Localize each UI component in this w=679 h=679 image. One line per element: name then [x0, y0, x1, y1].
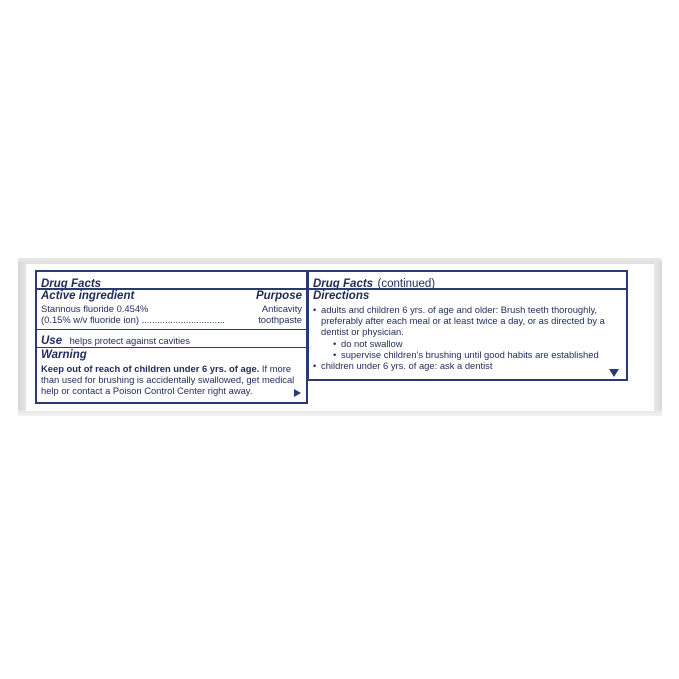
divider: [37, 329, 306, 330]
list-item: [313, 360, 620, 371]
warning-body-text: If more than used for brushing is accidentally swallowed, get medical help or contact a Poison Control Center right away.: [41, 363, 295, 397]
active-ingredient-heading: Active ingredient: [41, 290, 135, 302]
directions-children: children under 6 yrs. of age: ask a dentist: [321, 360, 493, 372]
active-ingredient-section: [41, 290, 302, 325]
ingredient-detail: (0.15% w/v fluoride ion) ................................: [41, 314, 225, 326]
drug-facts-continued-box: [307, 270, 628, 381]
list-item: [333, 349, 620, 360]
purpose-value: Anticavity: [261, 303, 302, 314]
warning-text: [41, 363, 302, 397]
directions-sublist: [321, 338, 620, 360]
warning-bold-text: Keep out of reach of children under 6 yrs. of age.: [41, 363, 260, 374]
purpose-detail: toothpaste: [258, 314, 302, 326]
directions-heading: Directions: [313, 290, 370, 302]
divider: [37, 347, 306, 348]
warning-section: [41, 349, 302, 397]
drug-facts-title: Drug Facts: [41, 278, 102, 290]
use-text: helps protect against cavities: [69, 335, 190, 346]
directions-do-not-swallow: do not swallow: [341, 337, 403, 349]
drug-facts-continued-title: Drug Facts: [313, 278, 374, 290]
directions-list: [313, 304, 620, 371]
list-item: [333, 338, 620, 349]
directions-section: [313, 290, 620, 371]
warning-heading: Warning: [41, 349, 87, 361]
continued-label: (continued): [377, 278, 436, 290]
directions-supervise: supervise children's brushing until good habits are established: [341, 348, 599, 360]
down-triangle-icon: [609, 369, 619, 377]
directions-adults: adults and children 6 yrs. of age and older: Brush teeth thoroughly, preferably after each meal or at least twice a day, or as directed by a dentist or physician.: [321, 304, 605, 338]
right-triangle-icon: [294, 389, 301, 397]
package-left-side: [18, 262, 26, 412]
ingredient-name: Stannous fluoride 0.454%: [41, 303, 149, 314]
purpose-heading: Purpose: [255, 290, 302, 302]
use-heading: Use: [41, 335, 63, 347]
list-item: [313, 304, 620, 360]
package-right-side: [654, 262, 662, 412]
drug-facts-box: [35, 270, 308, 404]
